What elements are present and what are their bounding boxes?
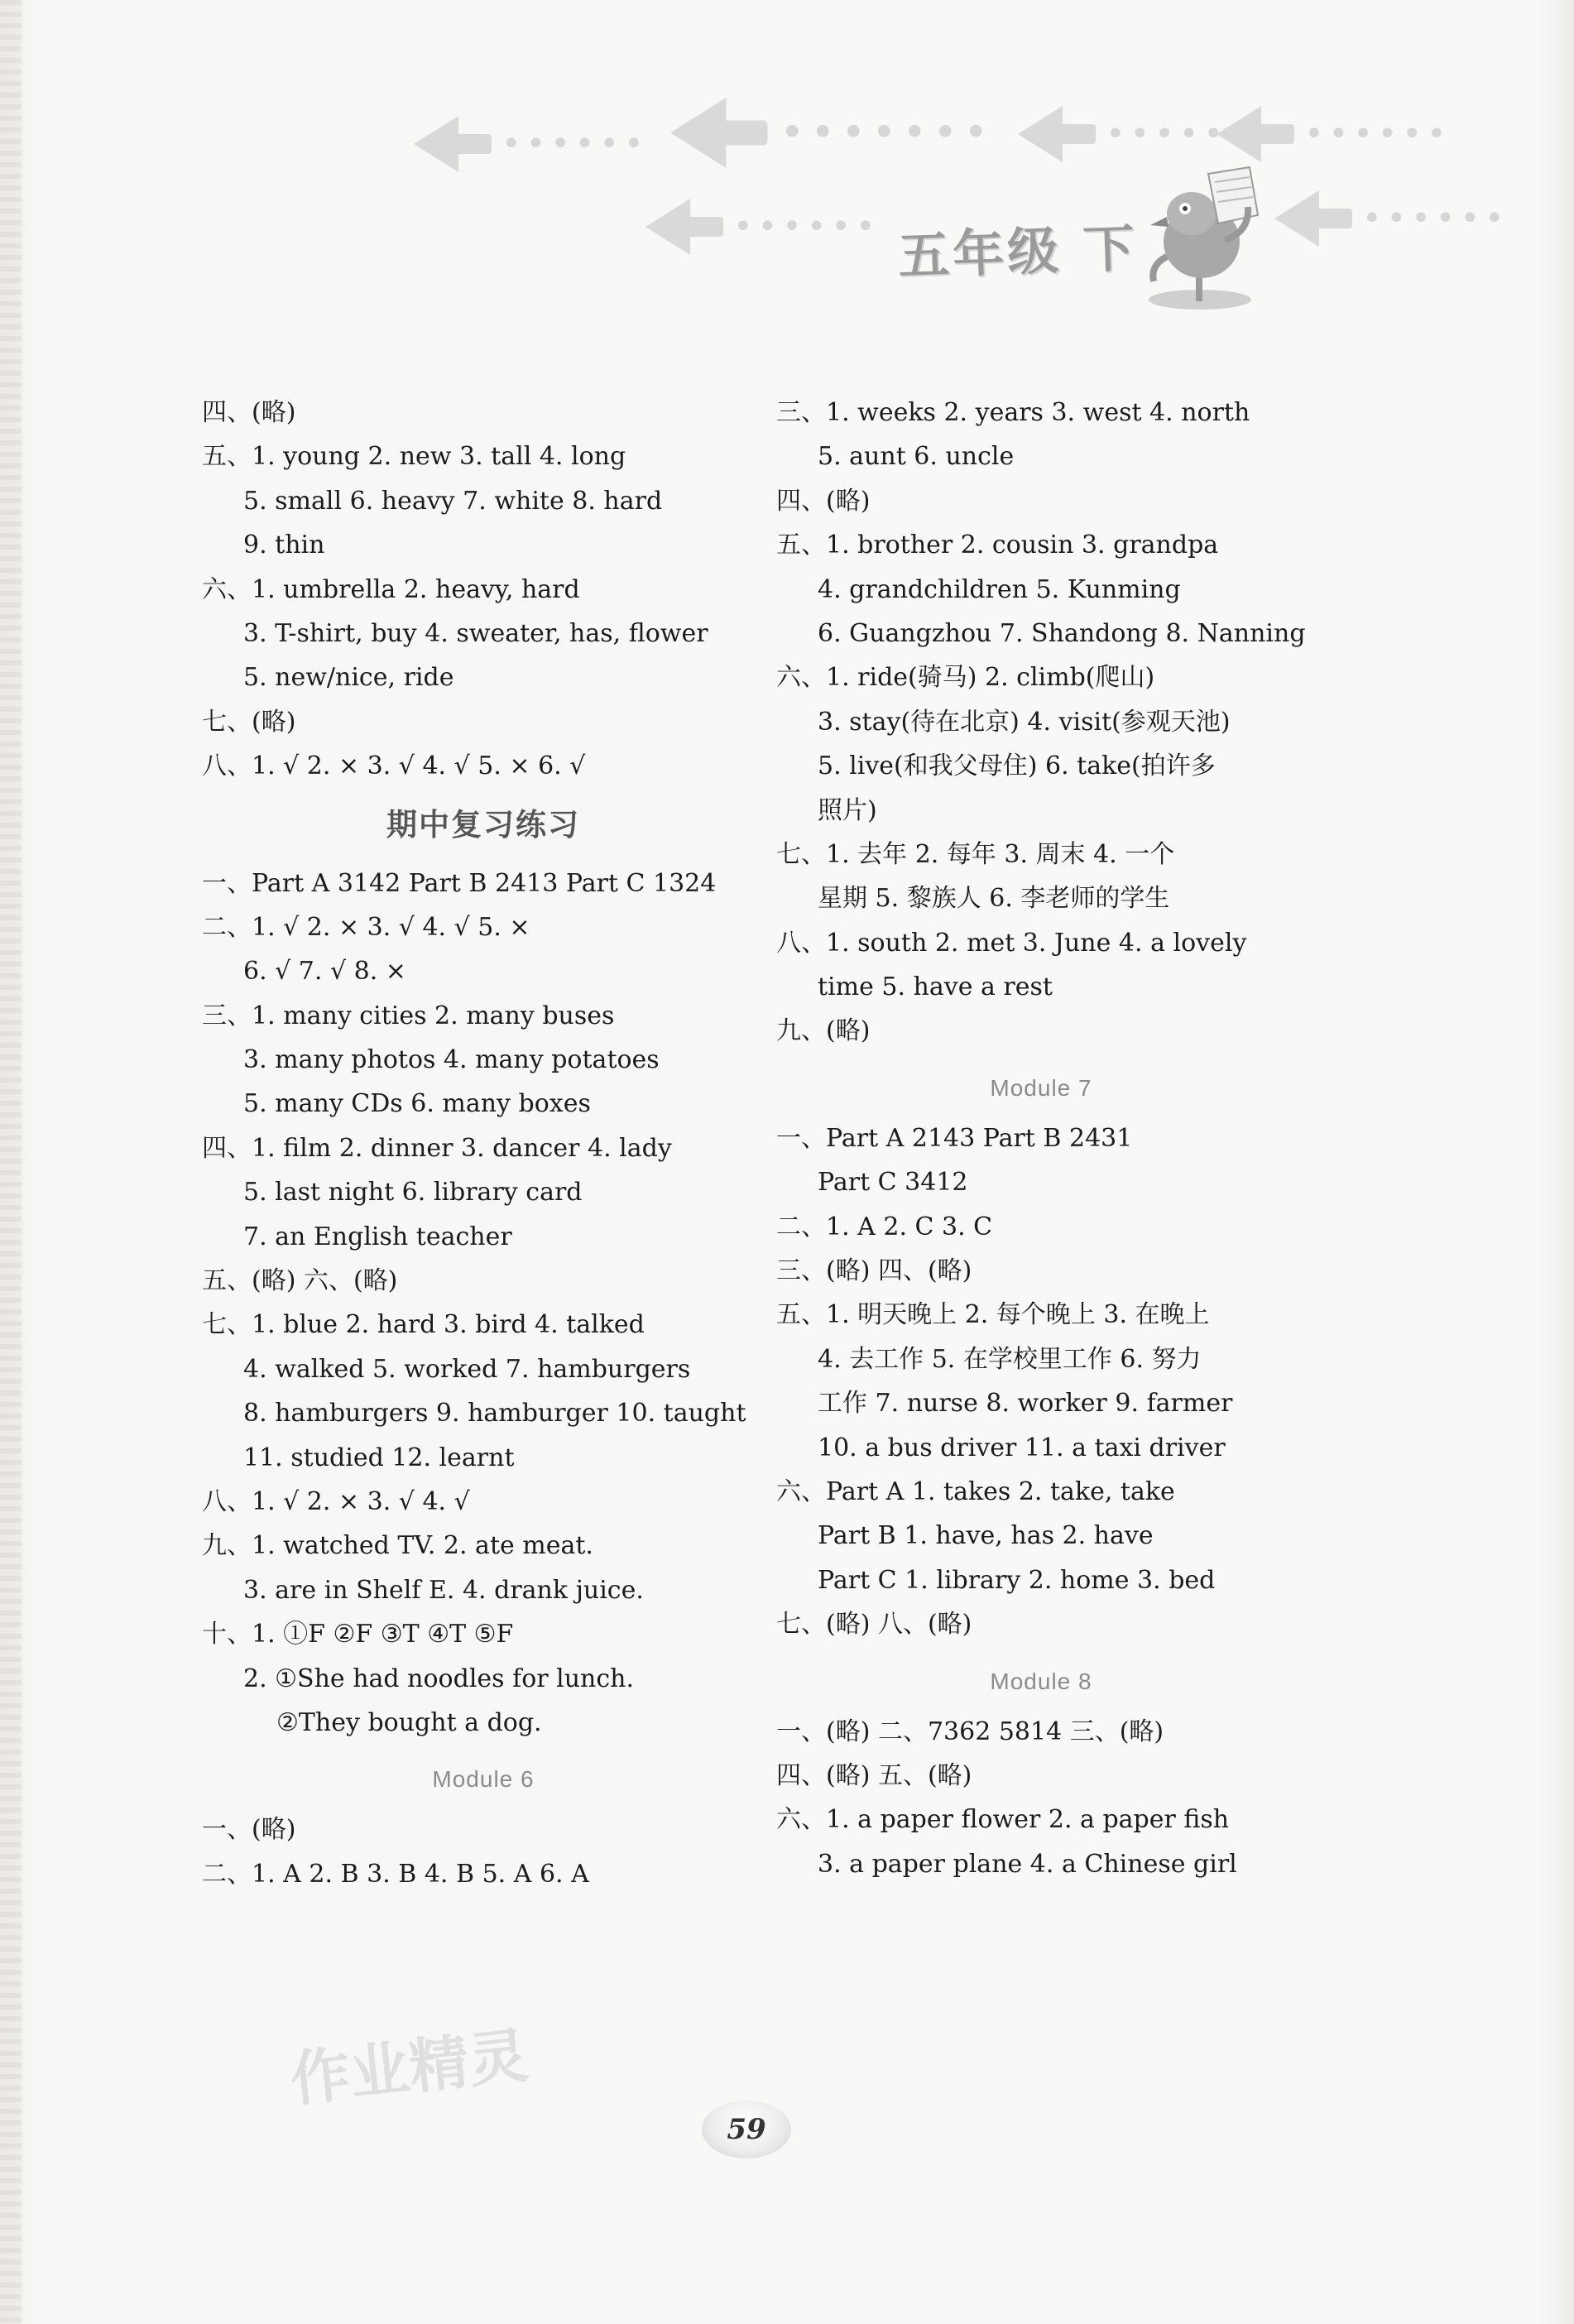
answer-line: 五、1. young 2. new 3. tall 4. long: [202, 442, 626, 472]
answer-line: 工作 7. nurse 8. worker 9. farmer: [818, 1389, 1233, 1419]
answer-line: 7. an English teacher: [243, 1222, 512, 1251]
answer-line: 5. new/nice, ride: [243, 663, 454, 693]
answer-line: 三、1. weeks 2. years 3. west 4. north: [776, 398, 1250, 427]
answer-line: 照片): [818, 795, 877, 825]
answer-line: time 5. have a rest: [818, 972, 1053, 1002]
answer-line: 5. aunt 6. uncle: [818, 442, 1015, 472]
answer-line: 星期 5. 黎族人 6. 李老师的学生: [818, 884, 1170, 914]
answer-line: 二、1. A 2. C 3. C: [776, 1212, 993, 1241]
answer-line: 9. thin: [243, 531, 325, 560]
answer-line: 3. are in Shelf E. 4. drank juice.: [243, 1575, 644, 1605]
answer-line: 八、1. √ 2. × 3. √ 4. √ 5. × 6. √: [202, 751, 586, 781]
answer-line: Part C 1. library 2. home 3. bed: [818, 1565, 1216, 1595]
answer-line: 3. a paper plane 4. a Chinese girl: [818, 1849, 1237, 1879]
answer-line: 五、1. 明天晚上 2. 每个晚上 3. 在晚上: [776, 1300, 1210, 1330]
section-title-module-7: Module 7: [990, 1074, 1092, 1101]
answer-line: 三、1. many cities 2. many buses: [202, 1001, 615, 1030]
answer-line: 四、(略) 五、(略): [776, 1760, 972, 1790]
answer-line: Part C 3412: [818, 1168, 968, 1198]
answer-line: 一、Part A 3142 Part B 2413 Part C 1324: [202, 868, 717, 898]
bird-reading-icon: [1125, 149, 1274, 315]
answer-line: 六、1. umbrella 2. heavy, hard: [202, 574, 580, 604]
answer-line: 4. 去工作 5. 在学校里工作 6. 努力: [818, 1344, 1202, 1374]
answer-line: 3. T-shirt, buy 4. sweater, has, flower: [243, 618, 708, 648]
answer-line: 5. live(和我父母住) 6. take(拍许多: [818, 751, 1216, 781]
answer-line: 十、1. ①F ②F ③T ④T ⑤F: [202, 1620, 514, 1649]
page-header: •••••• ••••••• •••••• •••••• •••••• ••••••: [381, 83, 1490, 331]
left-column: [202, 391, 765, 1896]
answer-line: 六、Part A 1. takes 2. take, take: [776, 1477, 1175, 1506]
section-title-module-8: Module 8: [990, 1668, 1092, 1694]
answer-line: 九、1. watched TV. 2. ate meat.: [202, 1531, 593, 1561]
answer-line: 6. Guangzhou 7. Shandong 8. Nanning: [818, 618, 1306, 648]
answer-line: 四、1. film 2. dinner 3. dancer 4. lady: [202, 1133, 672, 1163]
watermark: 作业精灵: [287, 2020, 532, 2115]
answer-line: 5. last night 6. library card: [243, 1178, 583, 1208]
section-title-module-6: Module 6: [432, 1766, 535, 1793]
answer-line: 一、(略) 二、7362 5814 三、(略): [776, 1717, 1164, 1746]
answer-line: 七、1. blue 2. hard 3. bird 4. talked: [202, 1310, 645, 1340]
section-title-midterm: 期中复习练习: [386, 806, 580, 843]
answer-line: 二、1. A 2. B 3. B 4. B 5. A 6. A: [202, 1859, 589, 1889]
answer-line: 3. stay(待在北京) 4. visit(参观天池): [818, 707, 1231, 737]
answer-line: 七、(略) 八、(略): [776, 1610, 972, 1640]
answer-line: 八、1. √ 2. × 3. √ 4. √: [202, 1486, 470, 1516]
answer-line: 七、1. 去年 2. 每年 3. 周末 4. 一个: [776, 839, 1175, 869]
answer-line: 三、(略) 四、(略): [776, 1256, 972, 1286]
answer-line: Part B 1. have, has 2. have: [818, 1521, 1154, 1551]
answer-line: ②They bought a dog.: [276, 1707, 542, 1737]
answer-line: 5. small 6. heavy 7. white 8. hard: [243, 486, 663, 516]
page-number: 59: [702, 2101, 791, 2158]
answer-line: 八、1. south 2. met 3. June 4. a lovely: [776, 928, 1247, 958]
answer-line: 一、(略): [202, 1815, 296, 1845]
answer-line: 3. many photos 4. many potatoes: [243, 1045, 660, 1075]
right-column: [776, 391, 1306, 1886]
answer-line: 5. many CDs 6. many boxes: [243, 1089, 591, 1119]
answer-line: 4. grandchildren 5. Kunming: [818, 574, 1181, 604]
answer-line: 2. ①She had noodles for lunch.: [243, 1664, 635, 1693]
answer-line: 一、Part A 2143 Part B 2431: [776, 1123, 1133, 1153]
answer-line: 五、1. brother 2. cousin 3. grandpa: [776, 531, 1219, 560]
answer-line: 六、1. ride(骑马) 2. climb(爬山): [776, 663, 1155, 693]
answer-line: 8. hamburgers 9. hamburger 10. taught: [243, 1399, 746, 1428]
answer-line: 11. studied 12. learnt: [243, 1443, 515, 1472]
page-edge: [0, 0, 22, 2324]
answer-line: 六、1. a paper flower 2. a paper fish: [776, 1805, 1230, 1835]
answer-line: 四、(略): [202, 398, 296, 427]
grade-title: 五年级 下: [896, 217, 1139, 287]
answer-line: 七、(略): [202, 707, 296, 737]
answer-line: 五、(略) 六、(略): [202, 1266, 398, 1296]
answer-line: 四、(略): [776, 486, 871, 516]
answer-line: 6. √ 7. √ 8. ×: [243, 957, 406, 987]
answer-line: 二、1. √ 2. × 3. √ 4. √ 5. ×: [202, 912, 530, 942]
answer-line: 10. a bus driver 11. a taxi driver: [818, 1433, 1226, 1462]
answer-line: 九、(略): [776, 1016, 871, 1046]
answer-line: 4. walked 5. worked 7. hamburgers: [243, 1354, 691, 1384]
